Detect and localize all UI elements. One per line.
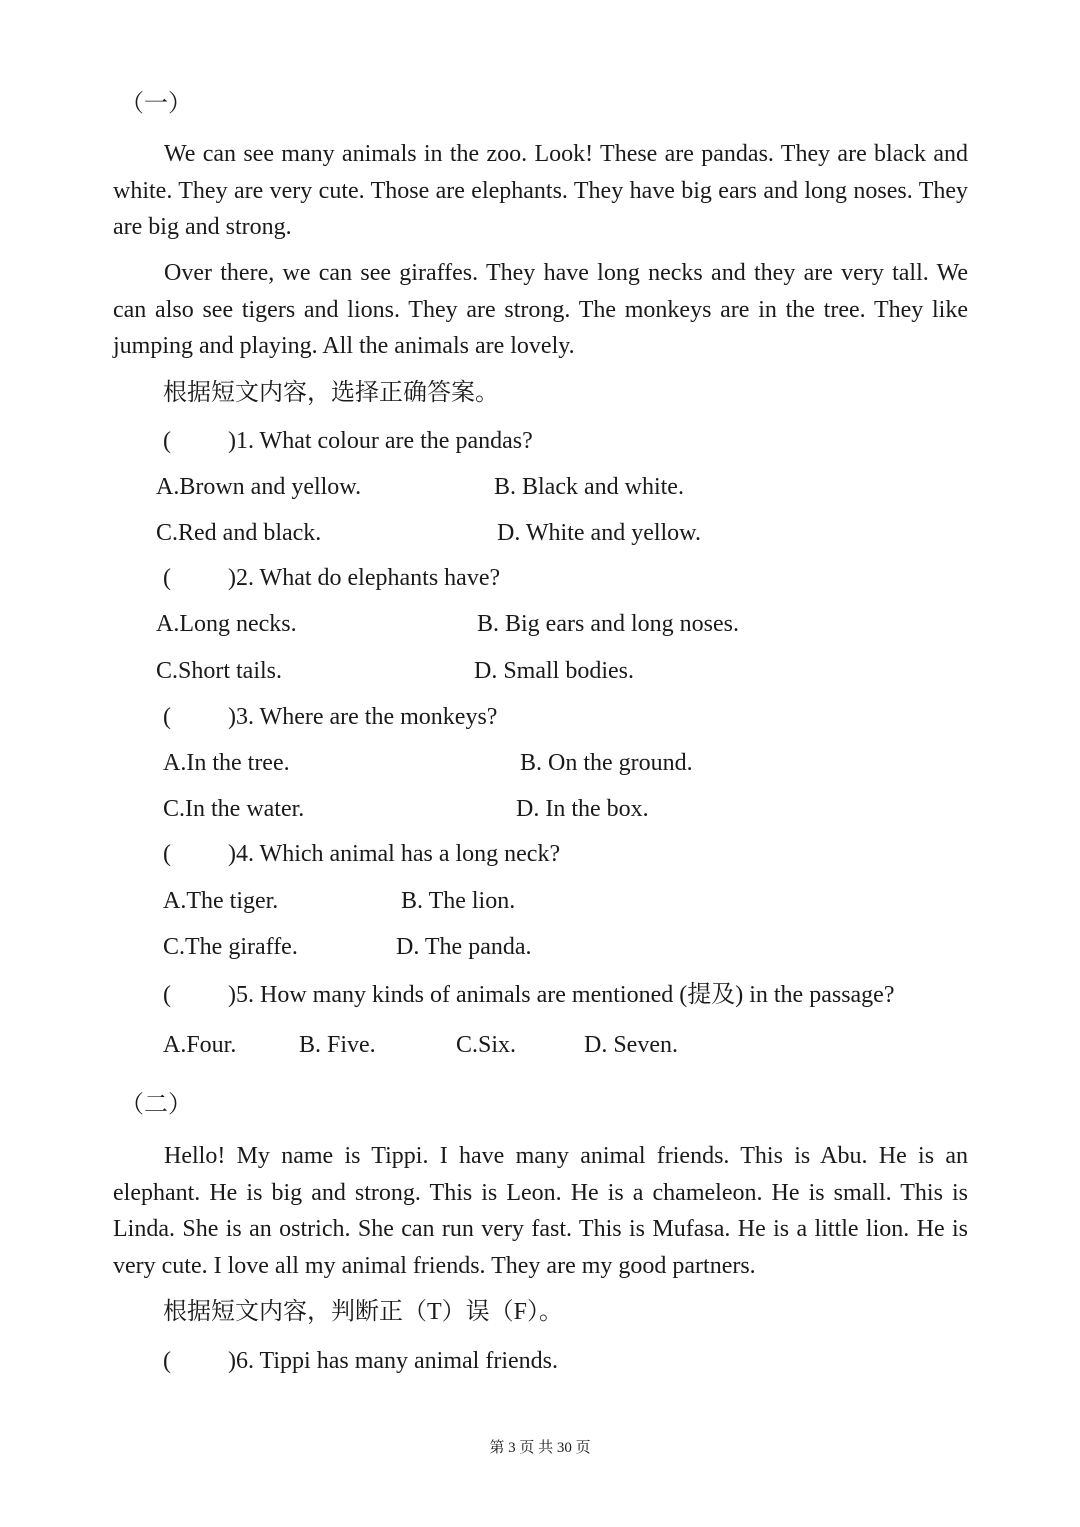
section-2-paragraph: Hello! My name is Tippi. I have many animal friends. This is Abu. He is an elephant. He is big and strong. This is Leon. He is a chameleon. He is small. This is Linda. She is an ostrich. She can run very fast. This is Mufasa. He is a little lion. He is very cute. I love all my animal friends. They are my good partners. [113,1143,968,1279]
q6-blank-paren: ( [163,1348,171,1374]
q1-question: )1. What colour are the pandas? [228,428,533,454]
page-number-footer: 第 3 页 共 30 页 [489,1440,591,1456]
section-1-heading: （一） [120,91,192,117]
q5-blank-paren: ( [163,982,171,1008]
section-1-instruction: 根据短文内容，选择正确答案。 [163,380,499,406]
q1-option-c: C.Red and black. [156,520,322,546]
q1-blank-paren: ( [163,428,171,454]
q1-option-a: A.Brown and yellow. [156,474,362,500]
q4-option-d: D. The panda. [396,934,532,960]
q4-option-c: C.The giraffe. [163,934,298,960]
q5-question: )5. How many kinds of animals are mentioned (提及) in the passage? [228,982,895,1008]
q5-option-c: C.Six. [456,1032,517,1058]
q3-question: )3. Where are the monkeys? [228,704,498,730]
section-2-heading: （二） [120,1092,192,1118]
q4-question: )4. Which animal has a long neck? [228,841,561,867]
q2-blank-paren: ( [163,565,171,591]
q6-question: )6. Tippi has many animal friends. [228,1348,558,1374]
q2-question: )2. What do elephants have? [228,565,501,591]
q2-option-d: D. Small bodies. [474,658,634,684]
q3-option-d: D. In the box. [516,796,649,822]
q1-option-b: B. Black and white. [494,474,684,500]
q5-option-a: A.Four. [163,1032,237,1058]
q2-option-a: A.Long necks. [156,611,297,637]
q1-option-d: D. White and yellow. [497,520,701,546]
q4-blank-paren: ( [163,841,171,867]
q3-option-c: C.In the water. [163,796,305,822]
section-2-instruction: 根据短文内容，判断正（T）误（F）。 [163,1299,564,1325]
q3-blank-paren: ( [163,704,171,730]
q5-option-d: D. Seven. [584,1032,678,1058]
section-1-paragraph-1: We can see many animals in the zoo. Look! These are pandas. They are black and white. They are very cute. Those are elephants. They have big ears and long noses. They are big and strong. [113,141,968,240]
q2-option-c: C.Short tails. [156,658,283,684]
q2-option-b: B. Big ears and long noses. [477,611,739,637]
q4-option-a: A.The tiger. [163,888,279,914]
section-1-paragraph-2: Over there, we can see giraffes. They have long necks and they are very tall. We can also see tigers and lions. They are strong. The monkeys are in the tree. They like jumping and playing. All the animals are lovely. [113,260,968,359]
q5-option-b: B. Five. [299,1032,376,1058]
q4-option-b: B. The lion. [401,888,516,914]
q3-option-b: B. On the ground. [520,750,693,776]
q3-option-a: A.In the tree. [163,750,290,776]
